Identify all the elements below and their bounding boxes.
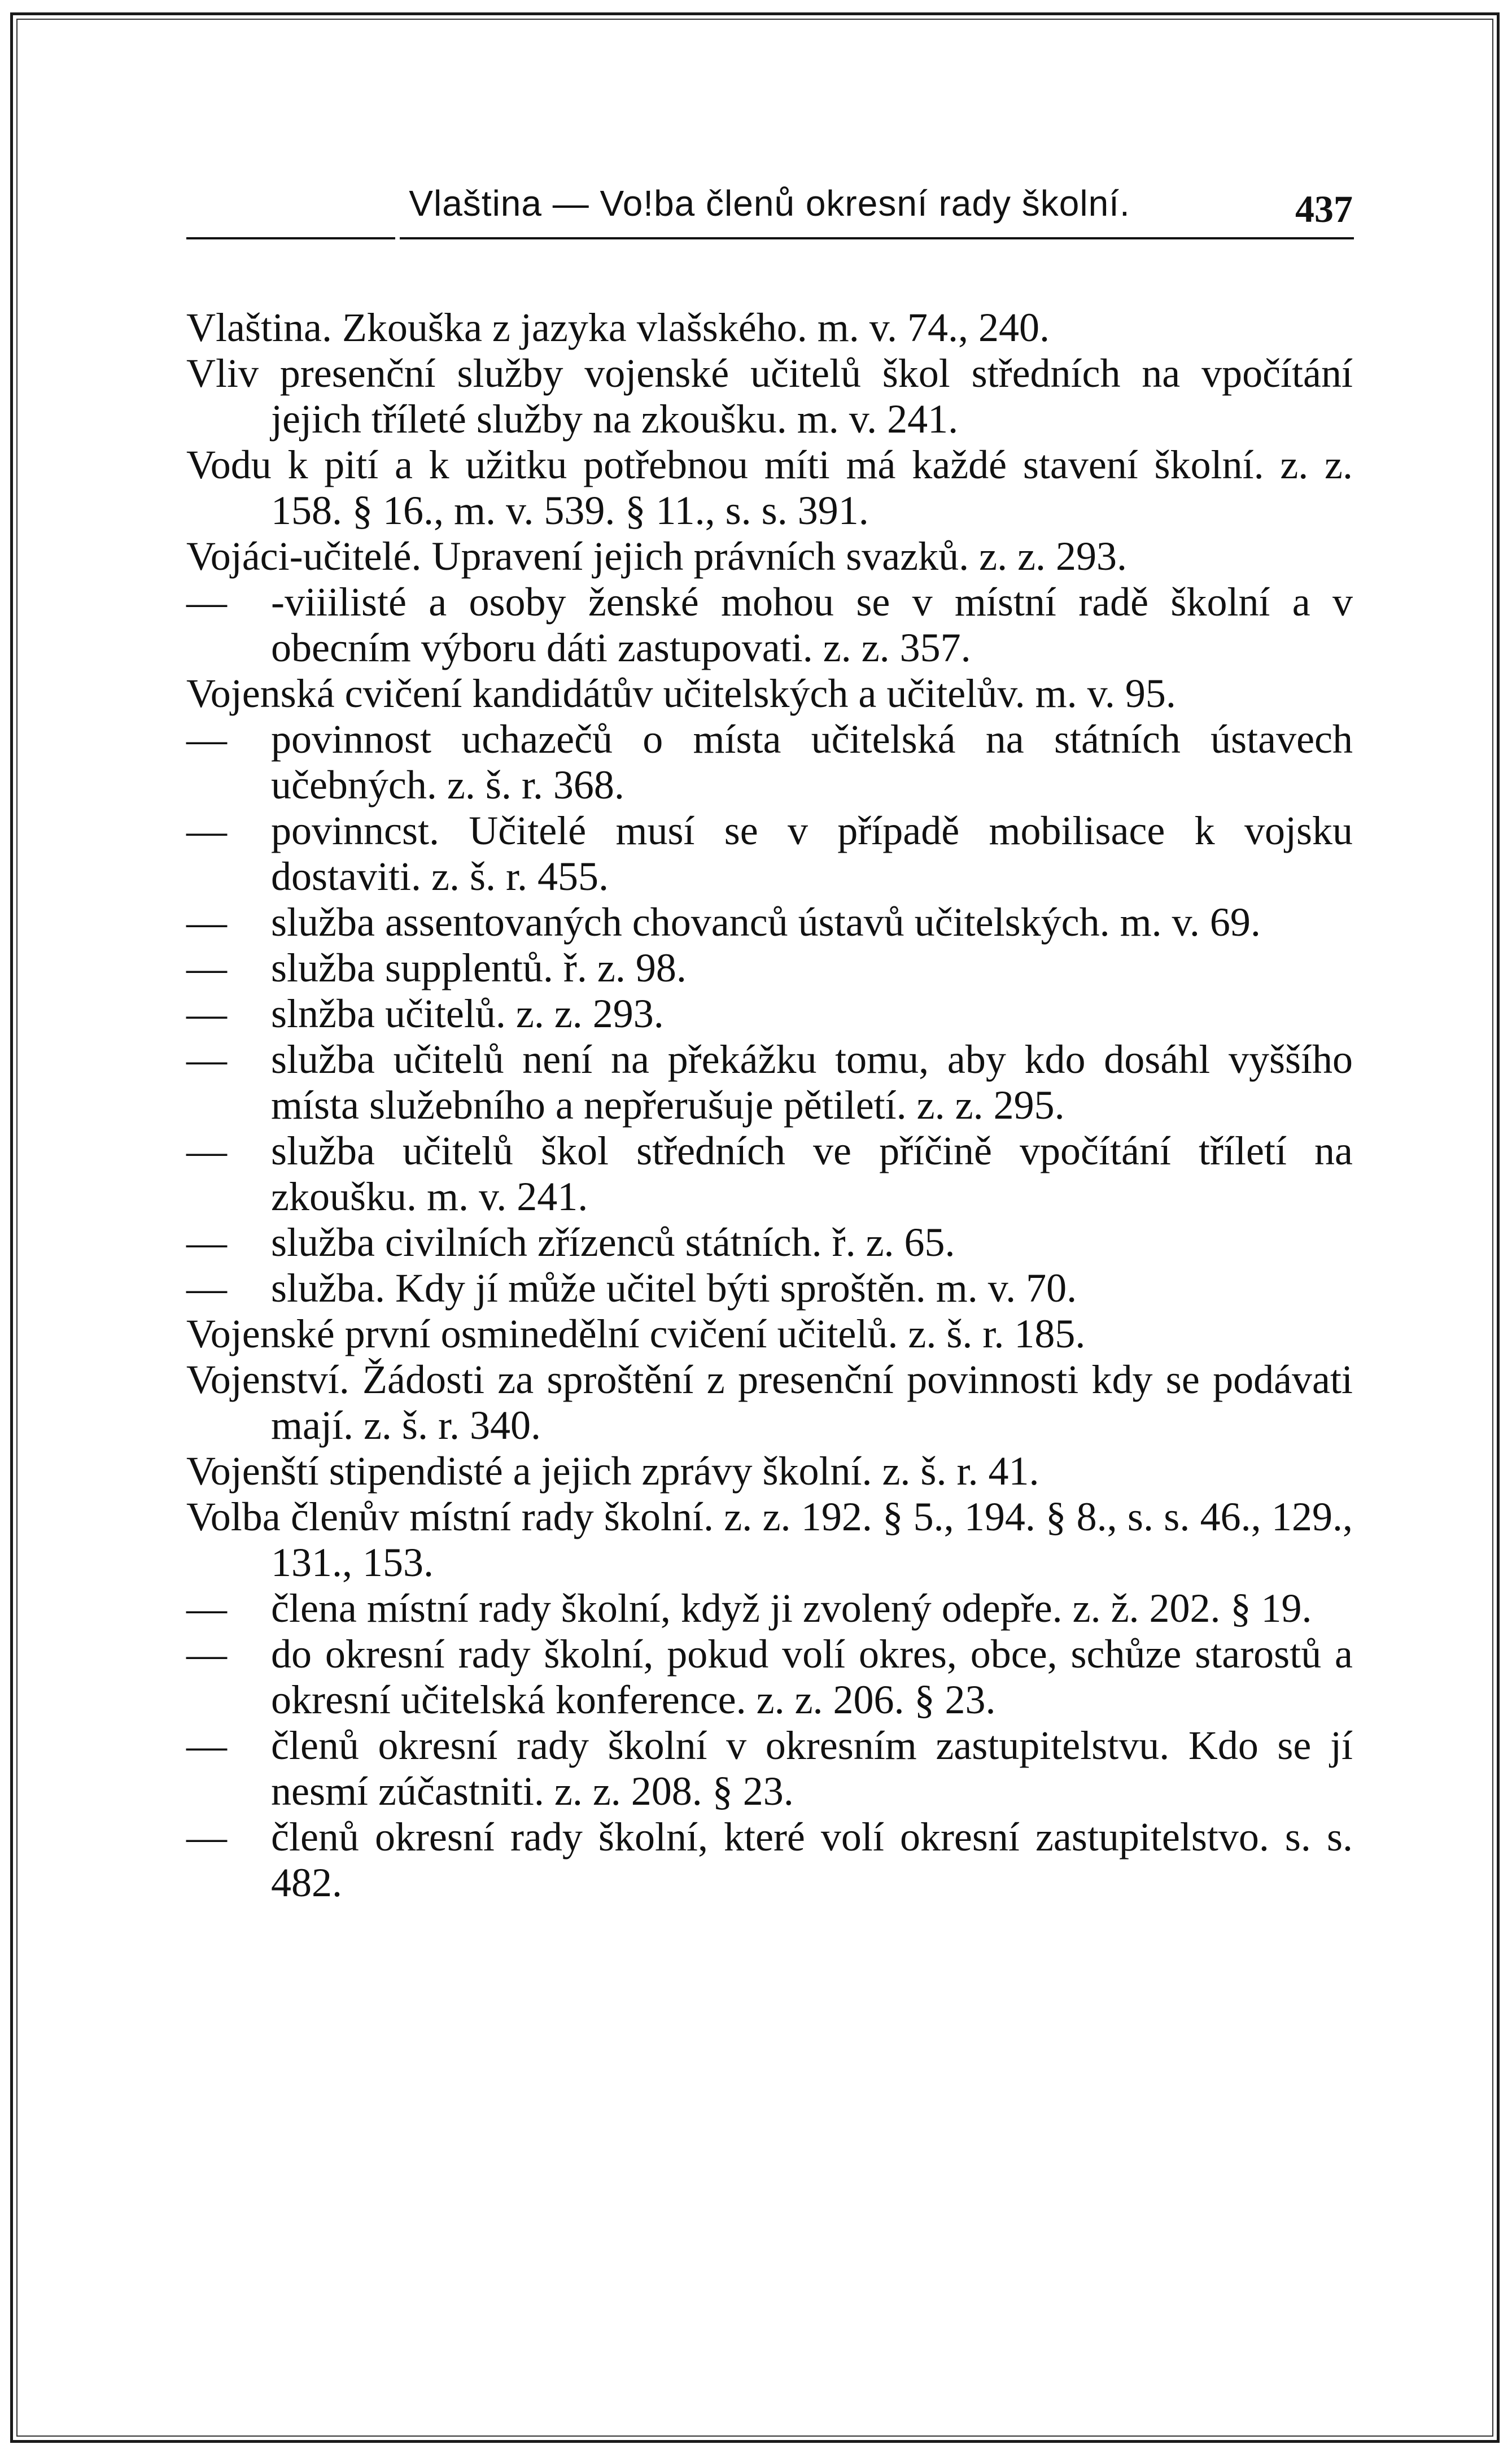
running-header	[186, 181, 1353, 237]
index-subentry	[186, 1220, 1353, 1265]
entry-text: Vojenští stipendisté a jejich zprávy školní. z. š. r. 41.	[186, 1448, 1039, 1494]
entry-text: Volba členův místní rady školní. z. z. 192. § 5., 194. § 8., s. s. 46., 129., 131., 153.	[186, 1494, 1353, 1585]
entry-text: povinncst. Učitelé musí se v případě mobilisace k vojsku dostaviti. z. š. r. 455.	[271, 808, 1353, 899]
index-entry	[186, 1311, 1353, 1357]
index-entry	[186, 1494, 1353, 1586]
index-entry	[186, 1357, 1353, 1448]
entry-text: členů okresní rady školní v okresním zastupitelstvu. Kdo se jí nesmí zúčastniti. z. z. 208. § 23.	[271, 1723, 1353, 1814]
index-subentry	[186, 1814, 1353, 1906]
index-subentry	[186, 808, 1353, 900]
index-entry	[186, 305, 1353, 351]
index-entry	[186, 442, 1353, 534]
index-subentry	[186, 1586, 1353, 1631]
index-subentry	[186, 1631, 1353, 1723]
index-subentry	[186, 945, 1353, 991]
entry-text: Vojáci-učitelé. Upravení jejich právních svazků. z. z. 293.	[186, 534, 1128, 579]
index-subentry	[186, 717, 1353, 808]
entry-text: členů okresní rady školní, které volí okresní zastupitelstvo. s. s. 482.	[271, 1814, 1353, 1905]
subentry-dash: —	[186, 808, 227, 853]
entry-text: služba civilních zřízenců státních. ř. z. 65.	[271, 1220, 955, 1265]
index-subentry	[186, 579, 1353, 671]
subentry-dash: —	[186, 1586, 227, 1631]
subentry-dash: —	[186, 1814, 227, 1860]
entry-text: služba učitelů není na překážku tomu, aby kdo dosáhl vyššího místa služebního a nepřerušuje pětiletí. z. z. 295.	[271, 1037, 1353, 1128]
header-rule-right	[400, 237, 1354, 239]
entry-text: služba supplentů. ř. z. 98.	[271, 945, 687, 990]
index-entry	[186, 1448, 1353, 1494]
entry-text: -viiilisté a osoby ženské mohou se v místní radě školní a v obecním výboru dáti zastupovati. z. z. 357.	[271, 579, 1353, 670]
index-subentry	[186, 1128, 1353, 1220]
entry-text: Vlaština. Zkouška z jazyka vlašského. m. v. 74., 240.	[186, 305, 1050, 350]
subentry-dash: —	[186, 1037, 227, 1082]
subentry-dash: —	[186, 1265, 227, 1311]
entry-text: Vliv presenční služby vojenské učitelů škol středních na vpočítání jejich tříleté služby na zkoušku. m. v. 241.	[186, 351, 1353, 442]
entry-text: služba učitelů škol středních ve příčině vpočítání tříletí na zkoušku. m. v. 241.	[271, 1128, 1353, 1219]
subentry-dash: —	[186, 1631, 227, 1677]
entry-text: Vojenské první osminedělní cvičení učitelů. z. š. r. 185.	[186, 1311, 1086, 1356]
index-subentry	[186, 1265, 1353, 1311]
subentry-dash: —	[186, 991, 227, 1036]
entry-text: služba assentovaných chovanců ústavů učitelských. m. v. 69.	[271, 900, 1261, 945]
entry-text: do okresní rady školní, pokud volí okres, obce, schůze starostů a okresní učitelská konference. z. z. 206. § 23.	[271, 1631, 1353, 1722]
header-title: Vlaština — Vo!ba členů okresní rady školní.	[409, 183, 1130, 224]
subentry-dash: —	[186, 900, 227, 945]
entry-text: člena místní rady školní, když ji zvolený odepře. z. ž. 202. § 19.	[271, 1586, 1312, 1631]
subentry-dash: —	[186, 717, 227, 762]
index-subentry	[186, 1037, 1353, 1128]
entry-text: Vodu k pití a k užitku potřebnou míti má každé stavení školní. z. z. 158. § 16., m. v. 539. § 11., s. s. 391.	[186, 442, 1353, 533]
index-entry	[186, 671, 1353, 717]
index-subentry	[186, 900, 1353, 945]
entry-text: služba. Kdy jí může učitel býti sproštěn. m. v. 70.	[271, 1265, 1077, 1311]
index-entries	[186, 305, 1353, 1906]
header-rule-left	[186, 237, 395, 239]
entry-text: Vojenství. Žádosti za sproštění z presenční povinnosti kdy se podávati mají. z. š. r. 340.	[186, 1357, 1353, 1448]
entry-text: povinnost uchazečů o místa učitelská na státních ústavech učebných. z. š. r. 368.	[271, 717, 1353, 808]
subentry-dash: —	[186, 1723, 227, 1768]
entry-text: Vojenská cvičení kandidátův učitelských a učitelův. m. v. 95.	[186, 671, 1176, 716]
page-number: 437	[1295, 187, 1353, 230]
subentry-dash: —	[186, 1220, 227, 1265]
index-entry	[186, 351, 1353, 442]
subentry-dash: —	[186, 945, 227, 990]
index-subentry	[186, 1723, 1353, 1814]
entry-text: slnžba učitelů. z. z. 293.	[271, 991, 664, 1036]
subentry-dash: —	[186, 1128, 227, 1173]
index-entry	[186, 534, 1353, 579]
index-subentry	[186, 991, 1353, 1037]
subentry-dash: —	[186, 579, 227, 625]
